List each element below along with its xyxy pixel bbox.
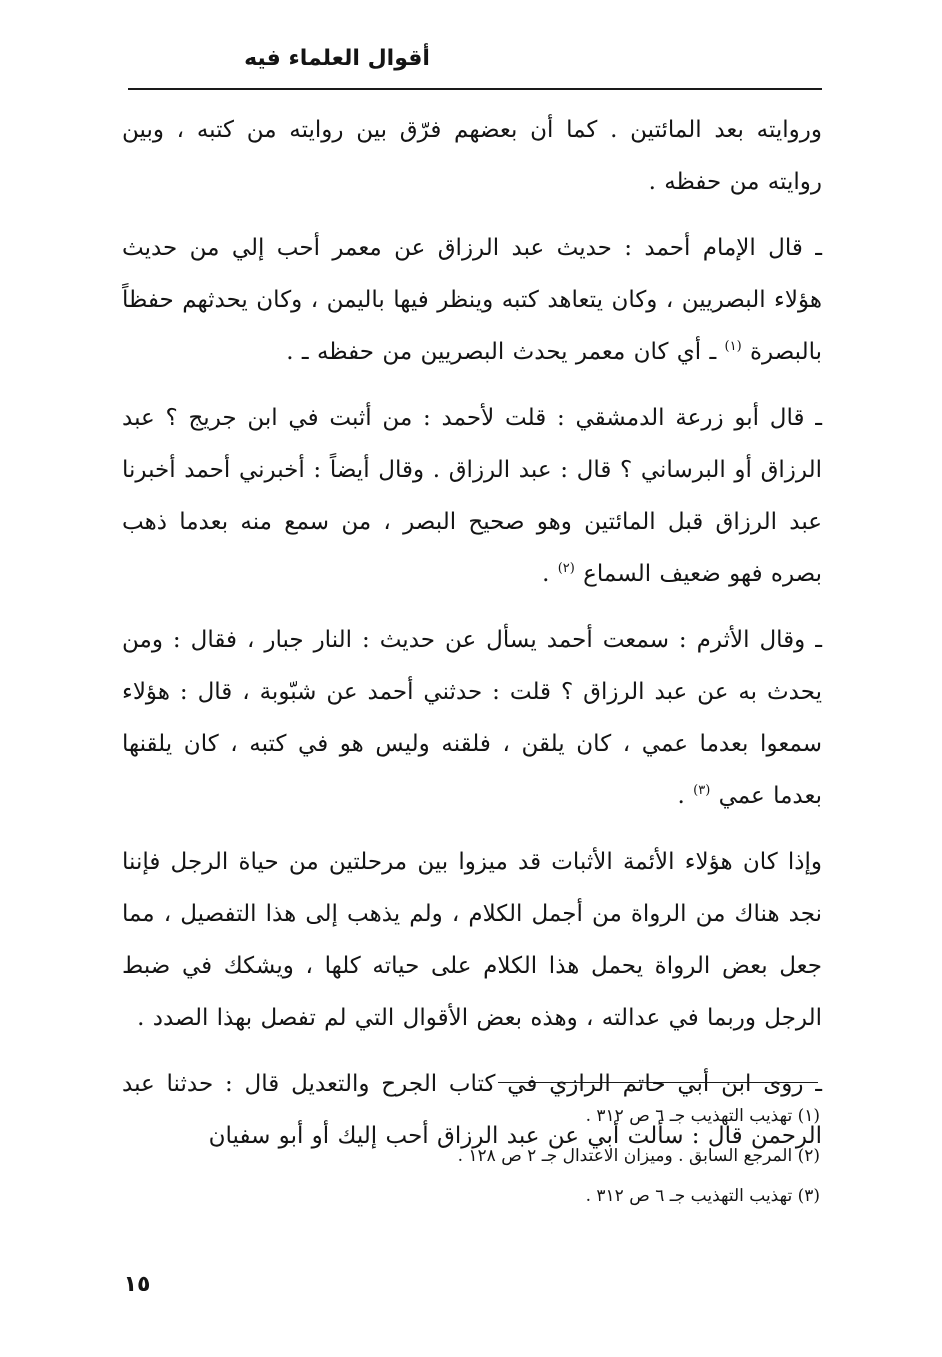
paragraph-text: وإذا كان هؤلاء الأئمة الأثبات قد ميزوا بين مرحلتين من حياة الرجل فإننا نجد هناك من الرواة من أجمل الكلام ، ولم يذهب إلى هذا التفصيل ، مما جعل بعض الرواة يحمل هذا الكلام على حياته كلها ، ويشكك في ضبط الرجل وربما في عدالته ، وهذه بعض الأقوال التي لم تفصل بهذا الصدد . (122, 849, 823, 1031)
paragraph-tail: ـ أي كان معمر يحدث البصريين من حفظه ـ . (286, 339, 725, 365)
paragraph-text: ـ وقال الأثرم : سمعت أحمد يسأل عن حديث : النار جبار ، فقال : ومن يحدث به عن عبد الرزاق ؟ قلت : حدثني أحمد عن شبّوبة ، قال : هؤلاء سمعوا بعدما عمي ، كان يلقن ، فلقنه وليس هو في كتبه ، كان يلقنها بعدما عمي (122, 627, 822, 809)
footnote-divider (498, 1082, 818, 1083)
page-title: أقوال العلماء فيه (244, 46, 430, 71)
footnote-marker: (١) (724, 339, 742, 354)
footnote-marker: (٢) (557, 561, 575, 576)
footnote-marker: (٣) (693, 783, 711, 798)
paragraph-text: وروايته بعد المائتين . كما أن بعضهم فرّق بين روايته من كتبه ، وبين روايته من حفظه . (122, 117, 822, 195)
paragraph-4 (122, 614, 822, 822)
paragraph-tail: . (677, 783, 694, 809)
paragraph-text: ـ روى ابن أبي حاتم الرازي في كتاب الجرح والتعديل قال : حدثنا عبد الرحمن قال : سألت أبي عن عبد الرزاق أحب إليك أو أبو سفيان (122, 1071, 822, 1149)
header-divider (128, 88, 822, 90)
footnotes (300, 1096, 820, 1216)
main-text (122, 104, 822, 1176)
footnote-1: (١) تهذيب التهذيب جـ ٦ ص ٣١٢ . (585, 1106, 820, 1126)
paragraph-1 (122, 104, 822, 208)
page-number: ١٥ (123, 1272, 151, 1297)
paragraph-5 (122, 836, 822, 1044)
footnote-2: (٢) المرجع السابق . وميزان الاعتدال جـ ٢ ص ١٢٨ . (457, 1146, 820, 1166)
paragraph-text: ـ قال أبو زرعة الدمشقي : قلت لأحمد : من أثبت في ابن جريج ؟ عبد الرزاق أو البرساني ؟ قال : عبد الرزاق . وقال أيضاً : أخبرني أحمد أخبرنا عبد الرزاق قبل المائتين وهو صحيح البصر ، من سمع منه بعدما ذهب بصره فهو ضعيف السماع (122, 405, 822, 587)
paragraph-2 (122, 222, 822, 378)
paragraph-text: ـ قال الإمام أحمد : حديث عبد الرزاق عن معمر أحب إلي من حديث هؤلاء البصريين ، وكان يتعاهد كتبه وينظر فيها باليمن ، وكان يحدثهم حفظاً بالبصرة (122, 235, 822, 365)
paragraph-tail: . (542, 561, 558, 587)
footnote-3: (٣) تهذيب التهذيب جـ ٦ ص ٣١٢ . (585, 1186, 820, 1206)
paragraph-3 (122, 392, 822, 600)
